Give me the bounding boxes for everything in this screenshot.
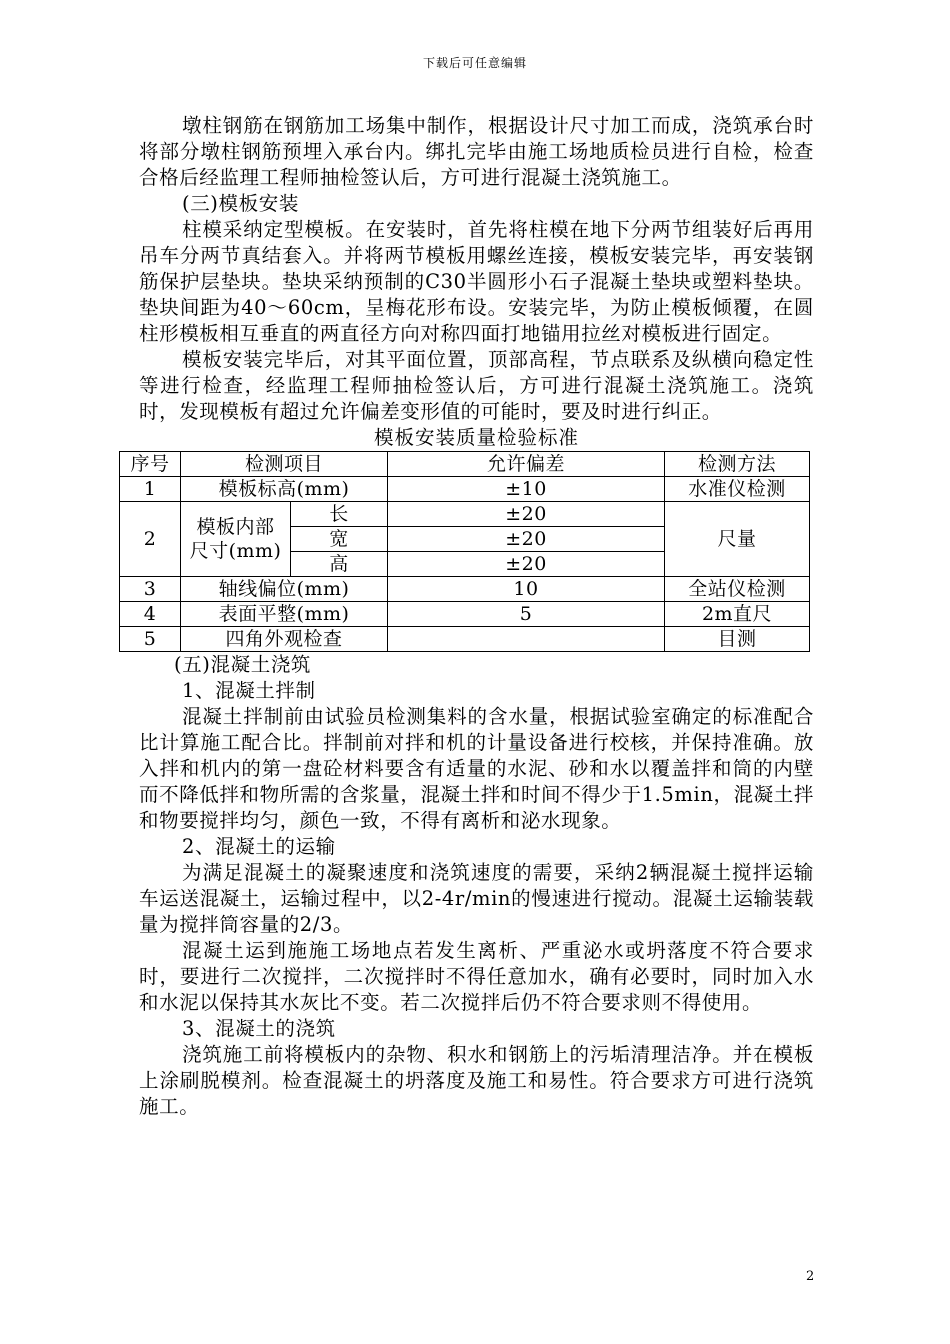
row-sub-item: 长 (291, 502, 388, 527)
row-tolerance: ±20 (388, 527, 665, 552)
row-no: 5 (120, 627, 181, 652)
subsection-heading-pouring: 3、混凝土的浇筑 (182, 1017, 336, 1040)
table-row (120, 577, 810, 602)
header-cell-item: 检测项目 (181, 452, 388, 477)
table-row (120, 502, 810, 527)
subsection-heading-transport: 2、混凝土的运输 (182, 835, 336, 858)
row-item: 模板标高(mm) (181, 477, 388, 502)
row-item: 四角外观检查 (181, 627, 388, 652)
section-heading-formwork: (三)模板安装 (182, 192, 299, 215)
table-row (120, 602, 810, 627)
paragraph-remix: 混凝土运到施施工场地点若发生离析、严重泌水或坍落度不符合要求时，要进行二次搅拌，二次搅拌时不得任意加水，确有必要时，同时加入水和水泥以保持其水灰比不变。若二次搅拌后仍不符合要求则不得使用。 (139, 939, 814, 1014)
row-item-line: 尺寸(mm) (189, 540, 282, 562)
row-no: 3 (120, 577, 181, 602)
row-method: 目测 (665, 627, 810, 652)
row-tolerance: ±20 (388, 502, 665, 527)
row-tolerance: ±10 (388, 477, 665, 502)
row-tolerance: 10 (388, 577, 665, 602)
header-cell-tolerance: 允许偏差 (388, 452, 665, 477)
paragraph-formwork-install: 柱模采纳定型模板。在安装时，首先将柱模在地下分两节组装好后再用吊车分两节真结套入。并将两节模板用螺丝连接，模板安装完毕，再安装钢筋保护层垫块。垫块采纳预制的C30半圆形小石子混凝土垫块或塑料垫块。垫块间距为40～60cm，呈梅花形布设。安装完毕，为防止模板倾覆，在圆柱形模板相互垂直的两直径方向对称四面打地锚用拉丝对模板进行固定。 (139, 218, 814, 345)
header-cell-method: 检测方法 (665, 452, 810, 477)
row-no: 1 (120, 477, 181, 502)
row-item: 表面平整(mm) (181, 602, 388, 627)
paragraph-rebar: 墩柱钢筋在钢筋加工场集中制作，根据设计尺寸加工而成，浇筑承台时将部分墩柱钢筋预埋入承台内。绑扎完毕由施工场地质检员进行自检，检查合格后经监理工程师抽检签认后，方可进行混凝土浇筑施工。 (139, 114, 814, 189)
row-tolerance: ±20 (388, 552, 665, 577)
subsection-heading-mixing: 1、混凝土拌制 (182, 679, 316, 702)
section-heading-concrete: (五)混凝土浇筑 (174, 653, 312, 676)
paragraph-transport: 为满足混凝土的凝聚速度和浇筑速度的需要，采纳2辆混凝土搅拌运输车运送混凝土，运输过程中，以2-4r/min的慢速进行搅动。混凝土运输装载量为搅拌筒容量的2/3。 (139, 861, 814, 936)
row-no: 4 (120, 602, 181, 627)
row-item: 轴线偏位(mm) (181, 577, 388, 602)
row-method: 2m直尺 (665, 602, 810, 627)
row-method: 全站仪检测 (665, 577, 810, 602)
row-sub-item: 高 (291, 552, 388, 577)
row-tolerance: 5 (388, 602, 665, 627)
page-header: 下载后可任意编辑 (422, 56, 527, 70)
row-method: 水准仪检测 (665, 477, 810, 502)
row-method: 尺量 (665, 502, 810, 577)
row-item (181, 502, 291, 577)
row-sub-item: 宽 (291, 527, 388, 552)
table-row (120, 477, 810, 502)
paragraph-pouring: 浇筑施工前将模板内的杂物、积水和钢筋上的污垢清理洁净。并在模板上涂刷脱模剂。检查混凝土的坍落度及施工和易性。符合要求方可进行浇筑施工。 (139, 1043, 814, 1118)
table-row (120, 627, 810, 652)
quality-inspection-table (119, 451, 810, 652)
document-body (130, 113, 814, 1120)
table-caption: 模板安装质量检验标准 (373, 426, 579, 449)
page-number: 2 (806, 1269, 815, 1284)
paragraph-mixing: 混凝土拌制前由试验员检测集料的含水量，根据试验室确定的标准配合比计算施工配合比。拌制前对拌和机的计量设备进行校核，并保持准确。放入拌和机内的第一盘砼材料要含有适量的水泥、砂和水以覆盖拌和筒的内壁而不降低拌和物所需的含浆量，混凝土拌和时间不得少于1.5min，混凝土拌和物要搅拌均匀，颜色一致，不得有离析和泌水现象。 (139, 705, 814, 832)
row-no: 2 (120, 502, 181, 577)
paragraph-formwork-check: 模板安装完毕后，对其平面位置，顶部高程，节点联系及纵横向稳定性等进行检查，经监理工程师抽检签认后，方可进行混凝土浇筑施工。浇筑时，发现模板有超过允许偏差变形值的可能时，要及时进行纠正。 (139, 348, 814, 423)
row-tolerance (388, 627, 665, 652)
header-cell-no: 序号 (120, 452, 181, 477)
row-item-line: 模板内部 (196, 516, 275, 538)
table-header-row (120, 452, 810, 477)
